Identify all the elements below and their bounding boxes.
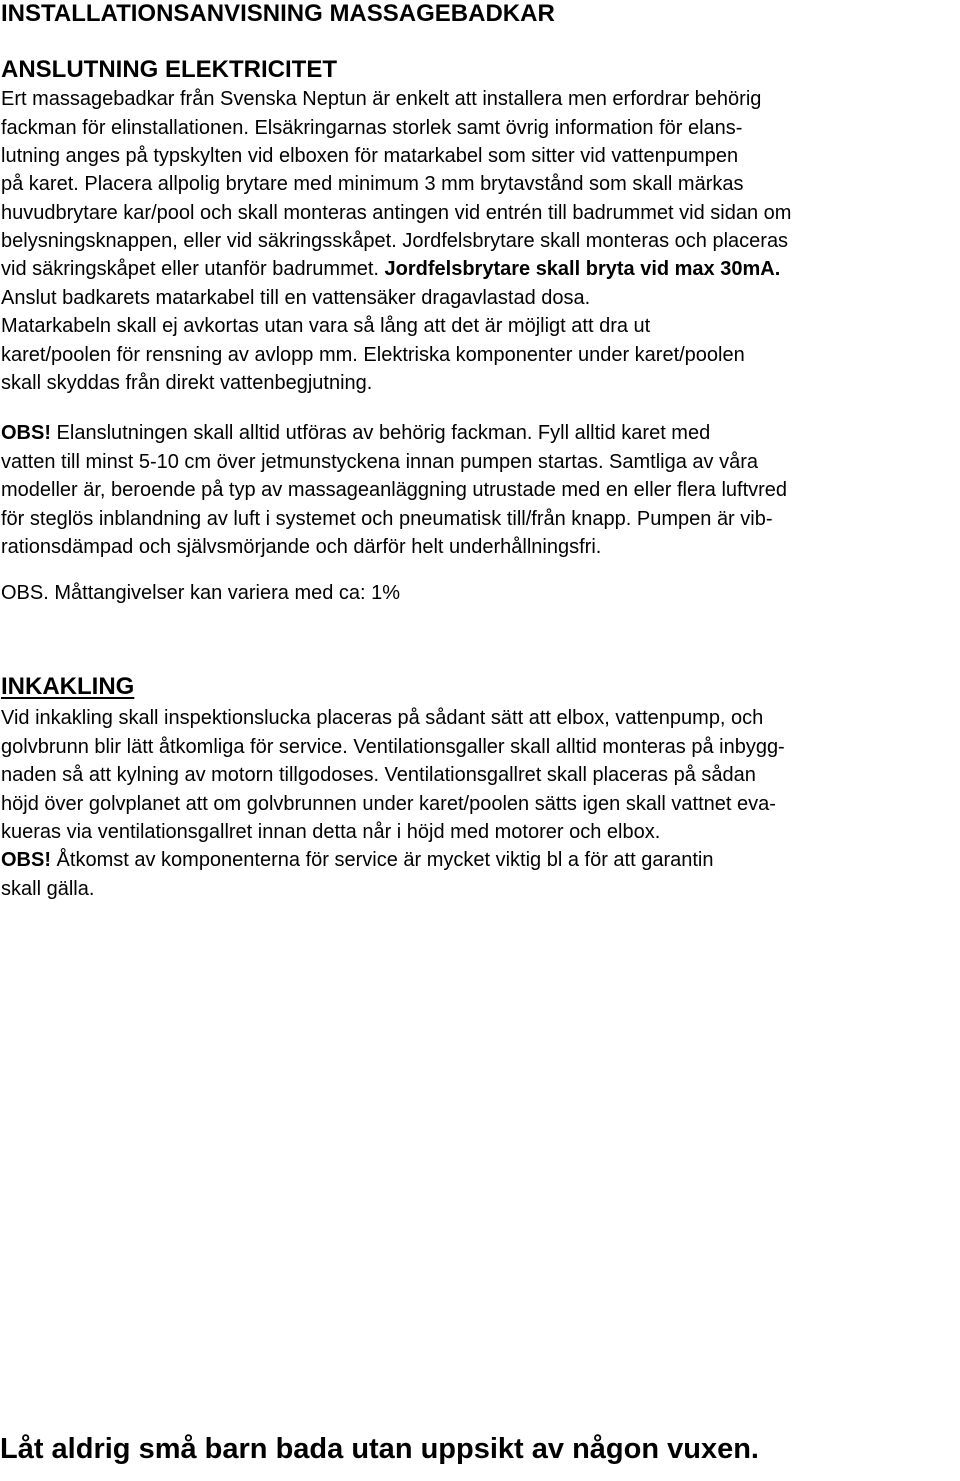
document-title: INSTALLATIONSANVISNING MASSAGEBADKAR bbox=[1, 0, 555, 27]
section-heading-tiling: INKAKLING bbox=[1, 673, 135, 700]
paragraph-line: kueras via ventilationsgallret innan detta når i höjd med motorer och elbox. bbox=[1, 821, 661, 843]
paragraph-line bbox=[1, 255, 780, 283]
paragraph-line: fackman för elinstallationen. Elsäkringarnas storlek samt övrig information för elans- bbox=[1, 117, 743, 139]
paragraph-line: Ert massagebadkar från Svenska Neptun är enkelt att installera men erfordrar behörig bbox=[1, 88, 762, 110]
obs-label: OBS! bbox=[1, 422, 51, 444]
paragraph-line: skall gälla. bbox=[1, 878, 95, 900]
obs-label: OBS! bbox=[1, 849, 51, 871]
paragraph-line: höjd över golvplanet att om golvbrunnen under karet/poolen sätts igen skall vattnet eva- bbox=[1, 793, 776, 815]
paragraph-line: vatten till minst 5-10 cm över jetmunstyckena innan pumpen startas. Samtliga av våra bbox=[1, 451, 759, 473]
section-heading-electrical: ANSLUTNING ELEKTRICITET bbox=[1, 56, 337, 83]
rcd-requirement: Jordfelsbrytare skall bryta vid max 30mA. bbox=[384, 258, 781, 280]
paragraph-line bbox=[1, 419, 710, 447]
paragraph-line: modeller är, beroende på typ av massageanläggning utrustade med en eller flera luftvred bbox=[1, 479, 788, 501]
paragraph-line: på karet. Placera allpolig brytare med minimum 3 mm brytavstånd som skall märkas bbox=[1, 173, 744, 195]
paragraph-line bbox=[1, 846, 714, 874]
paragraph-line: rationsdämpad och självsmörjande och därför helt underhållningsfri. bbox=[1, 536, 602, 558]
paragraph-line: lutning anges på typskylten vid elboxen för matarkabel som sitter vid vattenpumpen bbox=[1, 145, 739, 167]
paragraph-line: karet/poolen för rensning av avlopp mm. Elektriska komponenter under karet/poolen bbox=[1, 344, 745, 366]
text-segment: vid säkringskåpet eller utanför badrummet. bbox=[1, 258, 385, 280]
paragraph-line: skall skyddas från direkt vattenbegjutning. bbox=[1, 372, 373, 394]
paragraph-line: Vid inkakling skall inspektionslucka placeras på sådant sätt att elbox, vattenpump, och bbox=[1, 707, 764, 729]
paragraph-line: golvbrunn blir lätt åtkomliga för service. Ventilationsgaller skall alltid monteras på inbygg- bbox=[1, 736, 785, 758]
paragraph-line: huvudbrytare kar/pool och skall monteras antingen vid entrén till badrummet vid sidan om bbox=[1, 202, 792, 224]
text-segment: Elanslutningen skall alltid utföras av behörig fackman. Fyll alltid karet med bbox=[51, 422, 711, 444]
paragraph-line: för steglös inblandning av luft i systemet och pneumatisk till/från knapp. Pumpen är vib- bbox=[1, 508, 773, 530]
paragraph-line: Anslut badkarets matarkabel till en vattensäker dragavlastad dosa. bbox=[1, 287, 591, 309]
safety-warning-footer: Låt aldrig små barn bada utan uppsikt av någon vuxen. bbox=[0, 1433, 759, 1465]
paragraph-line: belysningsknappen, eller vid säkringsskåpet. Jordfelsbrytare skall monteras och placeras bbox=[1, 230, 789, 252]
paragraph-line: OBS. Måttangivelser kan variera med ca: 1% bbox=[1, 582, 401, 604]
text-segment: Åtkomst av komponenterna för service är mycket viktig bl a för att garantin bbox=[51, 849, 714, 871]
paragraph-line: Matarkabeln skall ej avkortas utan vara så lång att det är möjligt att dra ut bbox=[1, 315, 651, 337]
paragraph-line: naden så att kylning av motorn tillgodoses. Ventilationsgallret skall placeras på sådan bbox=[1, 764, 756, 786]
